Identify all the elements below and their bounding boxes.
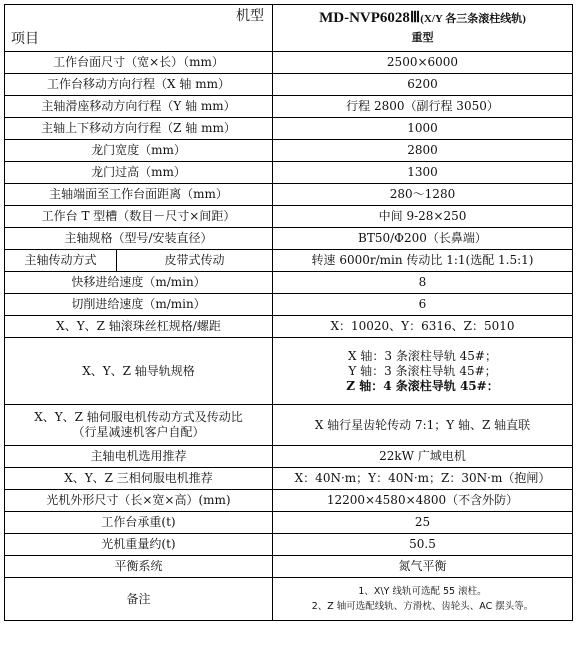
spindle-drive-label: 主轴传动方式 <box>5 250 117 272</box>
spec-row <box>5 468 573 490</box>
spec-label: 主轴端面至工作台面距离（mm） <box>5 184 273 206</box>
spec-row <box>5 96 573 118</box>
spec-label: X、Y、Z 三相伺服电机推荐 <box>5 468 273 490</box>
header-row <box>5 5 573 52</box>
notes-row <box>5 578 573 621</box>
spec-row <box>5 228 573 250</box>
header-diagonal-cell <box>5 5 273 52</box>
guide-row <box>5 338 573 405</box>
spec-row <box>5 490 573 512</box>
servo-drive-label-line1: X、Y、Z 轴伺服电机传动方式及传动比 <box>34 410 243 424</box>
spec-label: 主轴滑座移动方向行程（Y 轴 mm） <box>5 96 273 118</box>
spec-value: 280～1280 <box>273 184 573 206</box>
model-sub: 重型 <box>411 31 434 44</box>
spec-value: 12200×4580×4800（不含外防） <box>273 490 573 512</box>
spec-value: 2800 <box>273 140 573 162</box>
spec-label: 工作台承重(t) <box>5 512 273 534</box>
model-title <box>273 11 572 27</box>
spec-value: 22kW 广域电机 <box>273 446 573 468</box>
spec-value: X：10020、Y：6316、Z：5010 <box>273 316 573 338</box>
note-2: 2、Z 轴可选配线轨、方滑枕、齿轮头、AC 摆头等。 <box>311 601 534 612</box>
spec-row <box>5 162 573 184</box>
spec-row <box>5 534 573 556</box>
model-heading: 机型 <box>236 8 264 24</box>
spec-label: 平衡系统 <box>5 556 273 578</box>
model-cell <box>273 5 573 52</box>
spec-value: 2500×6000 <box>273 52 573 74</box>
spec-value: 1300 <box>273 162 573 184</box>
spec-label: 龙门过高（mm） <box>5 162 273 184</box>
spec-label: 快移进给速度（m/min） <box>5 272 273 294</box>
spec-sheet <box>4 4 573 621</box>
spindle-drive-type: 皮带式传动 <box>117 250 273 272</box>
spec-value: X：40N·m；Y：40N·m；Z：30N·m（抱闸） <box>273 468 573 490</box>
spec-value: 中间 9-28×250 <box>273 206 573 228</box>
spec-label: 工作台 T 型槽（数目－尺寸×间距） <box>5 206 273 228</box>
spec-row <box>5 184 573 206</box>
spec-value: 25 <box>273 512 573 534</box>
spec-label: 光机重量约(t) <box>5 534 273 556</box>
servo-drive-label <box>5 405 273 446</box>
spec-value: 1000 <box>273 118 573 140</box>
spec-row <box>5 74 573 96</box>
servo-drive-row <box>5 405 573 446</box>
spec-row <box>5 512 573 534</box>
model-name: MD-NVP6028Ⅲ <box>319 10 421 26</box>
servo-drive-value: X 轴行星齿轮传动 7:1；Y 轴、Z 轴直联 <box>273 405 573 446</box>
spec-value: 行程 2800（副行程 3050） <box>273 96 573 118</box>
spec-row <box>5 316 573 338</box>
spec-value: 50.5 <box>273 534 573 556</box>
spec-row <box>5 206 573 228</box>
spec-label: 切削进给速度（m/min） <box>5 294 273 316</box>
spec-label: 龙门宽度（mm） <box>5 140 273 162</box>
note-1: 1、X\Y 线轨可选配 55 滚柱。 <box>358 586 487 597</box>
spec-label: 主轴电机选用推荐 <box>5 446 273 468</box>
servo-drive-label-line2: （行星减速机客户自配） <box>72 425 205 439</box>
guide-z: Z 轴：4 条滚柱导轨 45#： <box>346 378 499 393</box>
spec-row <box>5 118 573 140</box>
spec-label: X、Y、Z 轴滚珠丝杠规格/螺距 <box>5 316 273 338</box>
spec-row <box>5 294 573 316</box>
notes-value <box>273 578 573 621</box>
guide-label: X、Y、Z 轴导轨规格 <box>5 338 273 405</box>
spec-value: 6200 <box>273 74 573 96</box>
spec-row <box>5 140 573 162</box>
spec-table <box>4 4 573 621</box>
spec-label: 工作台移动方向行程（X 轴 mm） <box>5 74 273 96</box>
spec-value: 8 <box>273 272 573 294</box>
spindle-drive-value: 转速 6000r/min 传动比 1:1(选配 1.5:1) <box>273 250 573 272</box>
spec-label: 主轴上下移动方向行程（Z 轴 mm） <box>5 118 273 140</box>
spec-row <box>5 446 573 468</box>
spec-row <box>5 272 573 294</box>
spec-value: 氮气平衡 <box>273 556 573 578</box>
spindle-drive-row <box>5 250 573 272</box>
spec-label: 光机外形尺寸（长×宽×高）(mm) <box>5 490 273 512</box>
model-suffix: (X/Y 各三条滚柱线轨) <box>420 13 526 25</box>
spec-label: 工作台面尺寸（宽×长）（mm） <box>5 52 273 74</box>
spec-value: 6 <box>273 294 573 316</box>
spec-label: 主轴规格（型号/安装直径） <box>5 228 273 250</box>
guide-value <box>273 338 573 405</box>
item-heading: 项目 <box>11 31 39 47</box>
spec-row <box>5 52 573 74</box>
guide-x: X 轴：3 条滚柱导轨 45#； <box>348 348 497 363</box>
guide-y: Y 轴：3 条滚柱导轨 45#； <box>348 363 497 378</box>
spec-value: BT50/Φ200（长鼻端） <box>273 228 573 250</box>
notes-label: 备注 <box>5 578 273 621</box>
spec-row <box>5 556 573 578</box>
